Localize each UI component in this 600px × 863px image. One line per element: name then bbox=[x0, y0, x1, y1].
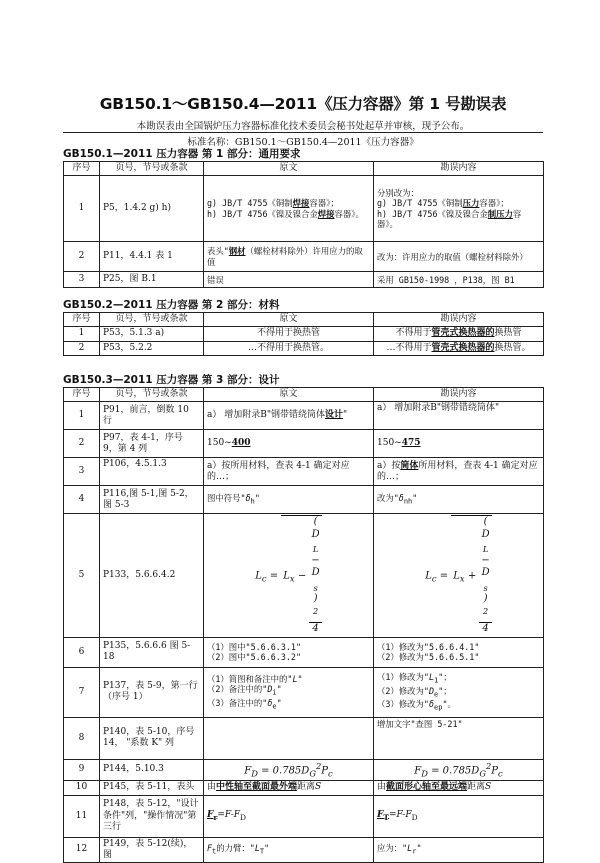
table-row bbox=[64, 637, 544, 667]
row-orig: $F_t$的力臂："$L_T$" bbox=[204, 837, 374, 863]
table-row bbox=[64, 458, 544, 486]
part1-table bbox=[63, 161, 544, 288]
row-page: P53，5.1.3 a) bbox=[100, 327, 204, 341]
header-corr: 勘误内容 bbox=[374, 313, 544, 327]
row-no: 2 bbox=[64, 242, 100, 272]
row-no: 2 bbox=[64, 430, 100, 458]
row-no: 3 bbox=[64, 272, 100, 288]
row-page: P25，图 B.1 bbox=[100, 272, 204, 288]
row-corr: a） 增加附录B"钢带错绕筒体" bbox=[374, 402, 544, 430]
header-page: 页号，节号或条款 bbox=[100, 313, 204, 327]
header-no: 序号 bbox=[64, 313, 100, 327]
row-no: 7 bbox=[64, 667, 100, 717]
row-orig: 由中性轴至截面最外端距离S bbox=[204, 780, 374, 795]
row-no: 12 bbox=[64, 837, 100, 863]
section-heading-part3: GB150.3—2011 压力容器 第 3 部分：设计 bbox=[63, 374, 280, 386]
row-corr: …不得用于管壳式换热器的换热管。 bbox=[374, 341, 544, 355]
table-row bbox=[64, 272, 544, 288]
row-corr: 应为："$L_r$" bbox=[374, 837, 544, 863]
row-orig: $F_r=F-F_D$ bbox=[204, 795, 374, 837]
row-page: P5，1.4.2 g) h) bbox=[100, 176, 204, 242]
row-no: 6 bbox=[64, 637, 100, 667]
row-no: 2 bbox=[64, 341, 100, 355]
header-corr: 勘误内容 bbox=[374, 162, 544, 176]
table-row bbox=[64, 430, 544, 458]
header-orig: 原文 bbox=[204, 313, 374, 327]
row-no: 11 bbox=[64, 795, 100, 837]
row-page: P133，5.6.6.4.2 bbox=[100, 514, 204, 638]
formula-orig: $L_c = L_x$ − ( D $_L$ − D $_s$ ) $^2$ 4 bbox=[204, 514, 374, 638]
table-row bbox=[64, 486, 544, 514]
row-page: P140，表 5-10，序号 14， "系数 K" 列 bbox=[100, 717, 204, 759]
formula-corr: $F_D = 0.785D_G^2P_c$ bbox=[374, 759, 544, 780]
header-page: 页号，节号或条款 bbox=[100, 162, 204, 176]
row-corr: 不得用于管壳式换热器的换热管 bbox=[374, 327, 544, 341]
formula-orig: $F_D = 0.785D_G^2P_c$ bbox=[204, 759, 374, 780]
row-orig: （1）图中"5.6.6.3.1" （2）图中"5.6.6.3.2" bbox=[204, 637, 374, 667]
row-orig: g) JB/T 4755《铜制焊接容器》； h) JB/T 4756《镍及镍合金焊接容器》。 bbox=[204, 176, 374, 242]
row-page: P97，表 4-1，序号 9，第 4 列 bbox=[100, 430, 204, 458]
row-corr: a）按筒体所用材料，查表 4-1 确定对应的…； bbox=[374, 458, 544, 486]
row-corr: 采用 GB150-1998 ，P138，图 B1 bbox=[374, 272, 544, 288]
row-page: P135，5.6.6.6 图 5-18 bbox=[100, 637, 204, 667]
table-row bbox=[64, 327, 544, 341]
formula-corr: $L_c = L_x$ + ( D $_L$ − D $_s$ ) $^2$ 4 bbox=[374, 514, 544, 638]
header-orig: 原文 bbox=[204, 162, 374, 176]
row-corr: 分别改为： g) JB/T 4755《铜制压力容器》； h) JB/T 4756《镍及镍合金制压力容器》。 bbox=[374, 176, 544, 242]
table-row bbox=[64, 242, 544, 272]
row-no: 8 bbox=[64, 717, 100, 759]
row-page: P149，表 5-12(续)，图 bbox=[100, 837, 204, 863]
table-row bbox=[64, 795, 544, 837]
row-orig: 错误 bbox=[204, 272, 374, 288]
section-heading-part2: GB150.2—2011 压力容器 第 2 部分：材料 bbox=[63, 299, 280, 311]
table-row bbox=[64, 176, 544, 242]
row-no: 4 bbox=[64, 486, 100, 514]
row-orig: a） 增加附录B"钢带错绕筒体设计" bbox=[204, 402, 374, 430]
table-row bbox=[64, 667, 544, 717]
row-corr: 增加文字"查图 5-21" bbox=[374, 717, 544, 759]
row-page: P91，前言，倒数 10 行 bbox=[100, 402, 204, 430]
row-page: P148，表 5-12，"设计条件"列，"操作情况"第三行 bbox=[100, 795, 204, 837]
header-no: 序号 bbox=[64, 162, 100, 176]
row-orig: a）按所用材料，查表 4-1 确定对应的…； bbox=[204, 458, 374, 486]
row-corr: 由截面形心轴至最远端距离S bbox=[374, 780, 544, 795]
row-page: P11，4.4.1 表 1 bbox=[100, 242, 204, 272]
row-no: 1 bbox=[64, 176, 100, 242]
subtitle: 本勘误表由全国锅炉压力容器标准化技术委员会秘书处起草并审核，现予公布。 bbox=[136, 121, 470, 132]
row-no: 9 bbox=[64, 759, 100, 780]
table-row bbox=[64, 759, 544, 780]
row-page: P53，5.2.2 bbox=[100, 341, 204, 355]
row-orig: （1）简图和备注中的"L" （2）备注中的"$D_i$" （3）备注中的"$\delta_e$" bbox=[204, 667, 374, 717]
row-orig: 150~400 bbox=[204, 430, 374, 458]
row-corr: $F_T=F-F_D$ bbox=[374, 795, 544, 837]
row-corr: 改为：许用应力的取值（螺栓材料除外） bbox=[374, 242, 544, 272]
header-orig: 原文 bbox=[204, 388, 374, 402]
row-orig: …不得用于换热管。 bbox=[204, 341, 374, 355]
row-page: P106，4.5.1.3 bbox=[100, 458, 204, 486]
table-header-row bbox=[64, 313, 544, 327]
section-heading-part1: GB150.1—2011 压力容器 第 1 部分：通用要求 bbox=[63, 148, 301, 160]
row-no: 10 bbox=[64, 780, 100, 795]
part3-table bbox=[63, 387, 544, 863]
table-header-row bbox=[64, 162, 544, 176]
page-title: GB150.1～GB150.4—2011《压力容器》第 1 号勘误表 bbox=[99, 95, 507, 113]
row-no: 5 bbox=[64, 514, 100, 638]
row-no: 1 bbox=[64, 402, 100, 430]
row-page: P144，5.10.3 bbox=[100, 759, 204, 780]
row-orig: 表头"钢材（螺栓材料除外）许用应力的取值 bbox=[204, 242, 374, 272]
row-no: 3 bbox=[64, 458, 100, 486]
table-header-row bbox=[64, 388, 544, 402]
row-orig: 图中符号"$\delta_h$" bbox=[204, 486, 374, 514]
header-page: 页号，节号或条款 bbox=[100, 388, 204, 402]
table-row bbox=[64, 402, 544, 430]
row-corr: （1）修改为"$L_1$"； （2）修改为"$D_e$"； （3）修改为"$\delta_{ep}$"。 bbox=[374, 667, 544, 717]
row-page: P116,图 5-1,图 5-2，图 5-3 bbox=[100, 486, 204, 514]
header-no: 序号 bbox=[64, 388, 100, 402]
row-orig: 不得用于换热管 bbox=[204, 327, 374, 341]
row-corr: 改为"$\delta_{nh}$" bbox=[374, 486, 544, 514]
table-row bbox=[64, 514, 544, 638]
table-row bbox=[64, 717, 544, 759]
header-corr: 勘误内容 bbox=[374, 388, 544, 402]
table-row bbox=[64, 780, 544, 795]
row-page: P145，表 5-11，表头 bbox=[100, 780, 204, 795]
standard-name: 标准名称：GB150.1～GB150.4—2011《压力容器》 bbox=[63, 132, 543, 148]
part2-table bbox=[63, 312, 544, 356]
table-row bbox=[64, 341, 544, 355]
row-page: P137，表 5-9，第一行（序号 1） bbox=[100, 667, 204, 717]
row-orig bbox=[204, 717, 374, 759]
row-corr: （1）修改为"5.6.6.4.1" （2）修改为"5.6.6.5.1" bbox=[374, 637, 544, 667]
row-corr: 150~475 bbox=[374, 430, 544, 458]
row-no: 1 bbox=[64, 327, 100, 341]
